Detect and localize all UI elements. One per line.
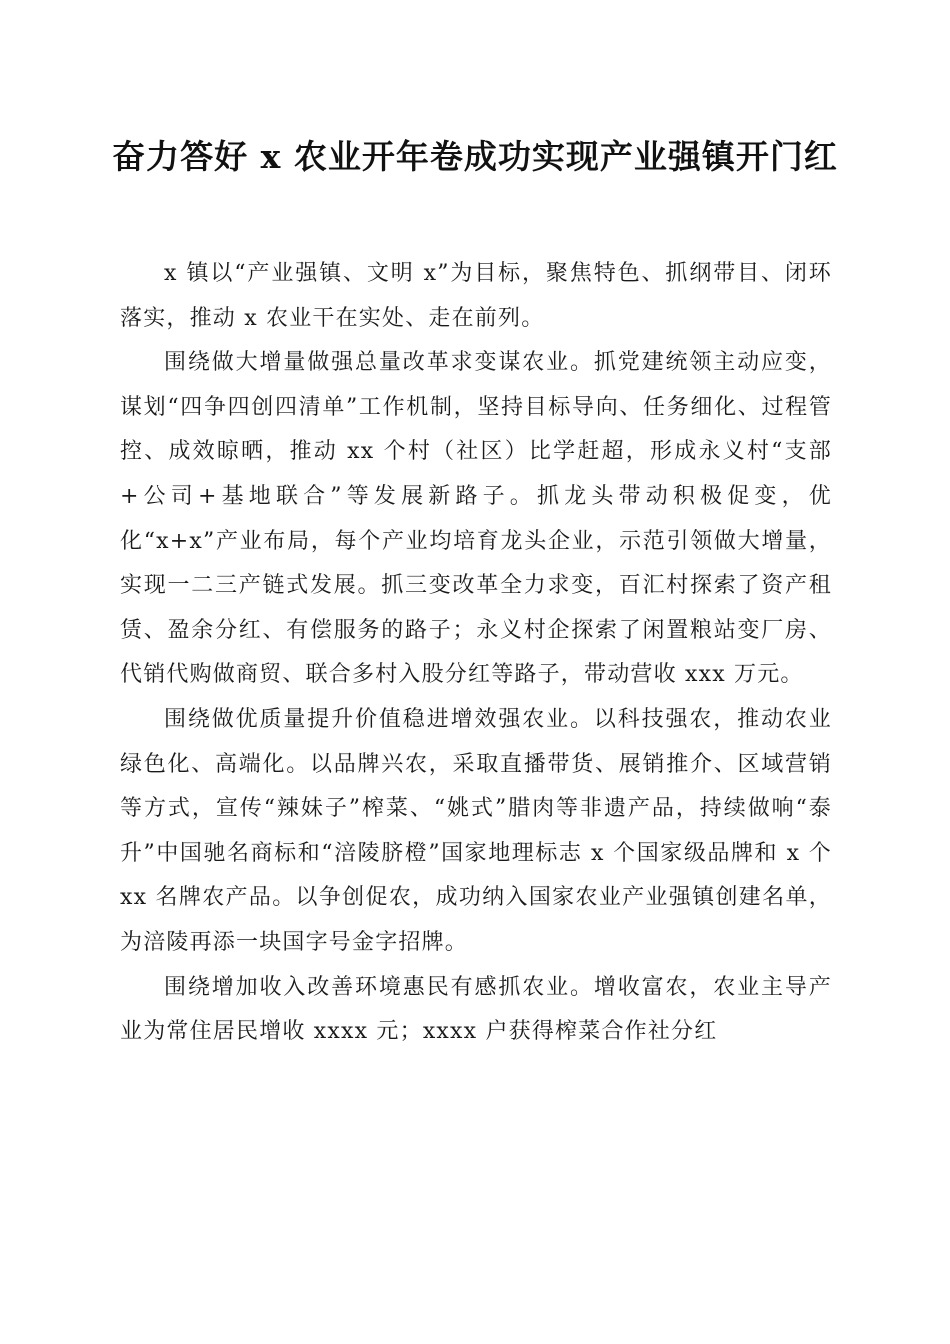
paragraph-quality: 围绕做优质量提升价值稳进增效强农业。以科技强农，推动农业绿色化、高端化。以品牌兴农，采取直播带货、展销推介、区域营销等方式，宣传“辣妹子”榨菜、“姚式”腊肉等非遗产品，持续做响“泰升”中国驰名商标和“涪陵脐橙”国家地理标志 x 个国家级品牌和 x 个 xx 名牌农产品。以争创促农，成功纳入国家农业产业强镇创建名单，为涪陵再添一块国字号金字招牌。 [120,706,832,955]
paragraph-intro: x 镇以“产业强镇、文明 x”为目标，聚焦特色、抓纲带目、闭环落实，推动 x 农业干在实处、走在前列。 [120,261,832,331]
document-body [120,252,832,1055]
paragraph-income: 围绕增加收入改善环境惠民有感抓农业。增收富农，农业主导产业为常住居民增收 xxxx 元；xxxx 户获得榨菜合作社分红 [120,974,832,1045]
document-title: 奋力答好 x 农业开年卷成功实现产业强镇开门红 [112,137,838,176]
paragraph-reform: 围绕做大增量做强总量改革求变谋农业。抓党建统领主动应变，谋划“四争四创四清单”工作机制，坚持目标导向、任务细化、过程管控、成效晾晒，推动 xx 个村（社区）比学赶超，形成永义村“支部+公司+基地联合”等发展新路子。抓龙头带动积极促变，优化“x+x”产业布局，每个产业均培育龙头企业，示范引领做大增量，实现一二三产链式发展。抓三变改革全力求变，百汇村探索了资产租赁、盈余分红、有偿服务的路子；永义村企探索了闲置粮站变厂房、代销代购做商贸、联合多村入股分红等路子，带动营收 xxx 万元。 [120,350,832,688]
